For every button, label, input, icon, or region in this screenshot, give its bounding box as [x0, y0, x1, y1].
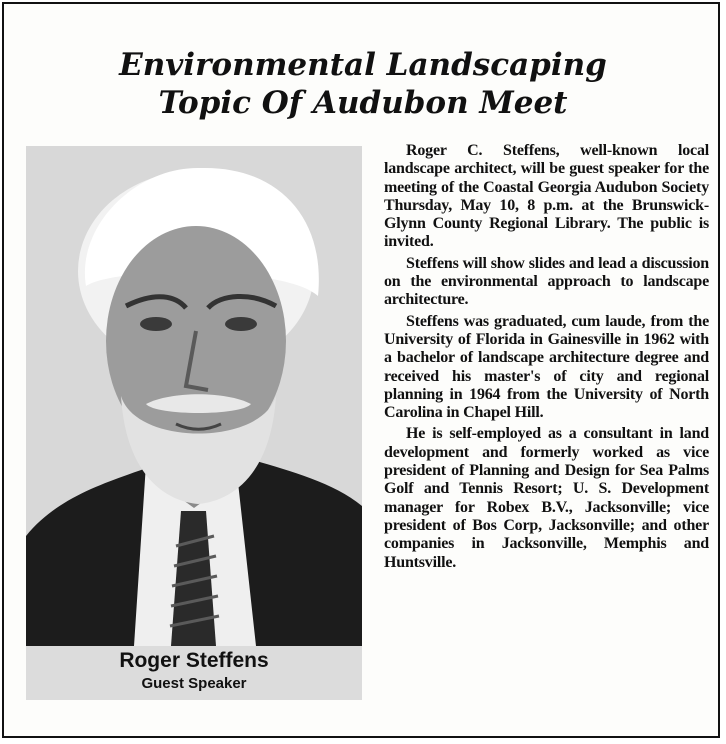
portrait-photo-frame [26, 146, 362, 700]
headline-line-1: Environmental Landscaping [119, 47, 607, 83]
portrait-photo [26, 146, 362, 646]
newspaper-clipping [2, 2, 720, 738]
headline [4, 46, 722, 122]
article-paragraph: Steffens will show slides and lead a discussion on the environmental approach to landscape architecture. [384, 254, 709, 309]
headline-line-2: Topic Of Audubon Meet [158, 85, 568, 121]
article-paragraph: Steffens was graduated, cum laude, from the University of Florida in Gainesville in 1962 with a bachelor of landscape architecture degree and received his master's of city and regional planning in 1964 from the University of North Carolina in Chapel Hill. [384, 312, 709, 422]
article-paragraph: Roger C. Steffens, well-known local landscape architect, will be guest speaker for the meeting of the Coastal Georgia Audubon Society Thursday, May 10, 8 p.m. at the Brunswick-Glynn County Regional Library. The public is invited. [384, 142, 709, 251]
caption-title: Guest Speaker [141, 675, 247, 692]
article-paragraph: He is self-employed as a consultant in land development and formerly worked as vice president of Planning and Design for Sea Palms Golf and Tennis Resort; U. S. Development manager for Robex B.V., Jacksonville; vice president of Bos Corp, Jacksonville; and other companies in Jacksonville, Memphis and Huntsville. [384, 425, 709, 571]
photo-caption [26, 648, 362, 694]
article-body [384, 142, 709, 575]
caption-name: Roger Steffens [119, 649, 269, 672]
